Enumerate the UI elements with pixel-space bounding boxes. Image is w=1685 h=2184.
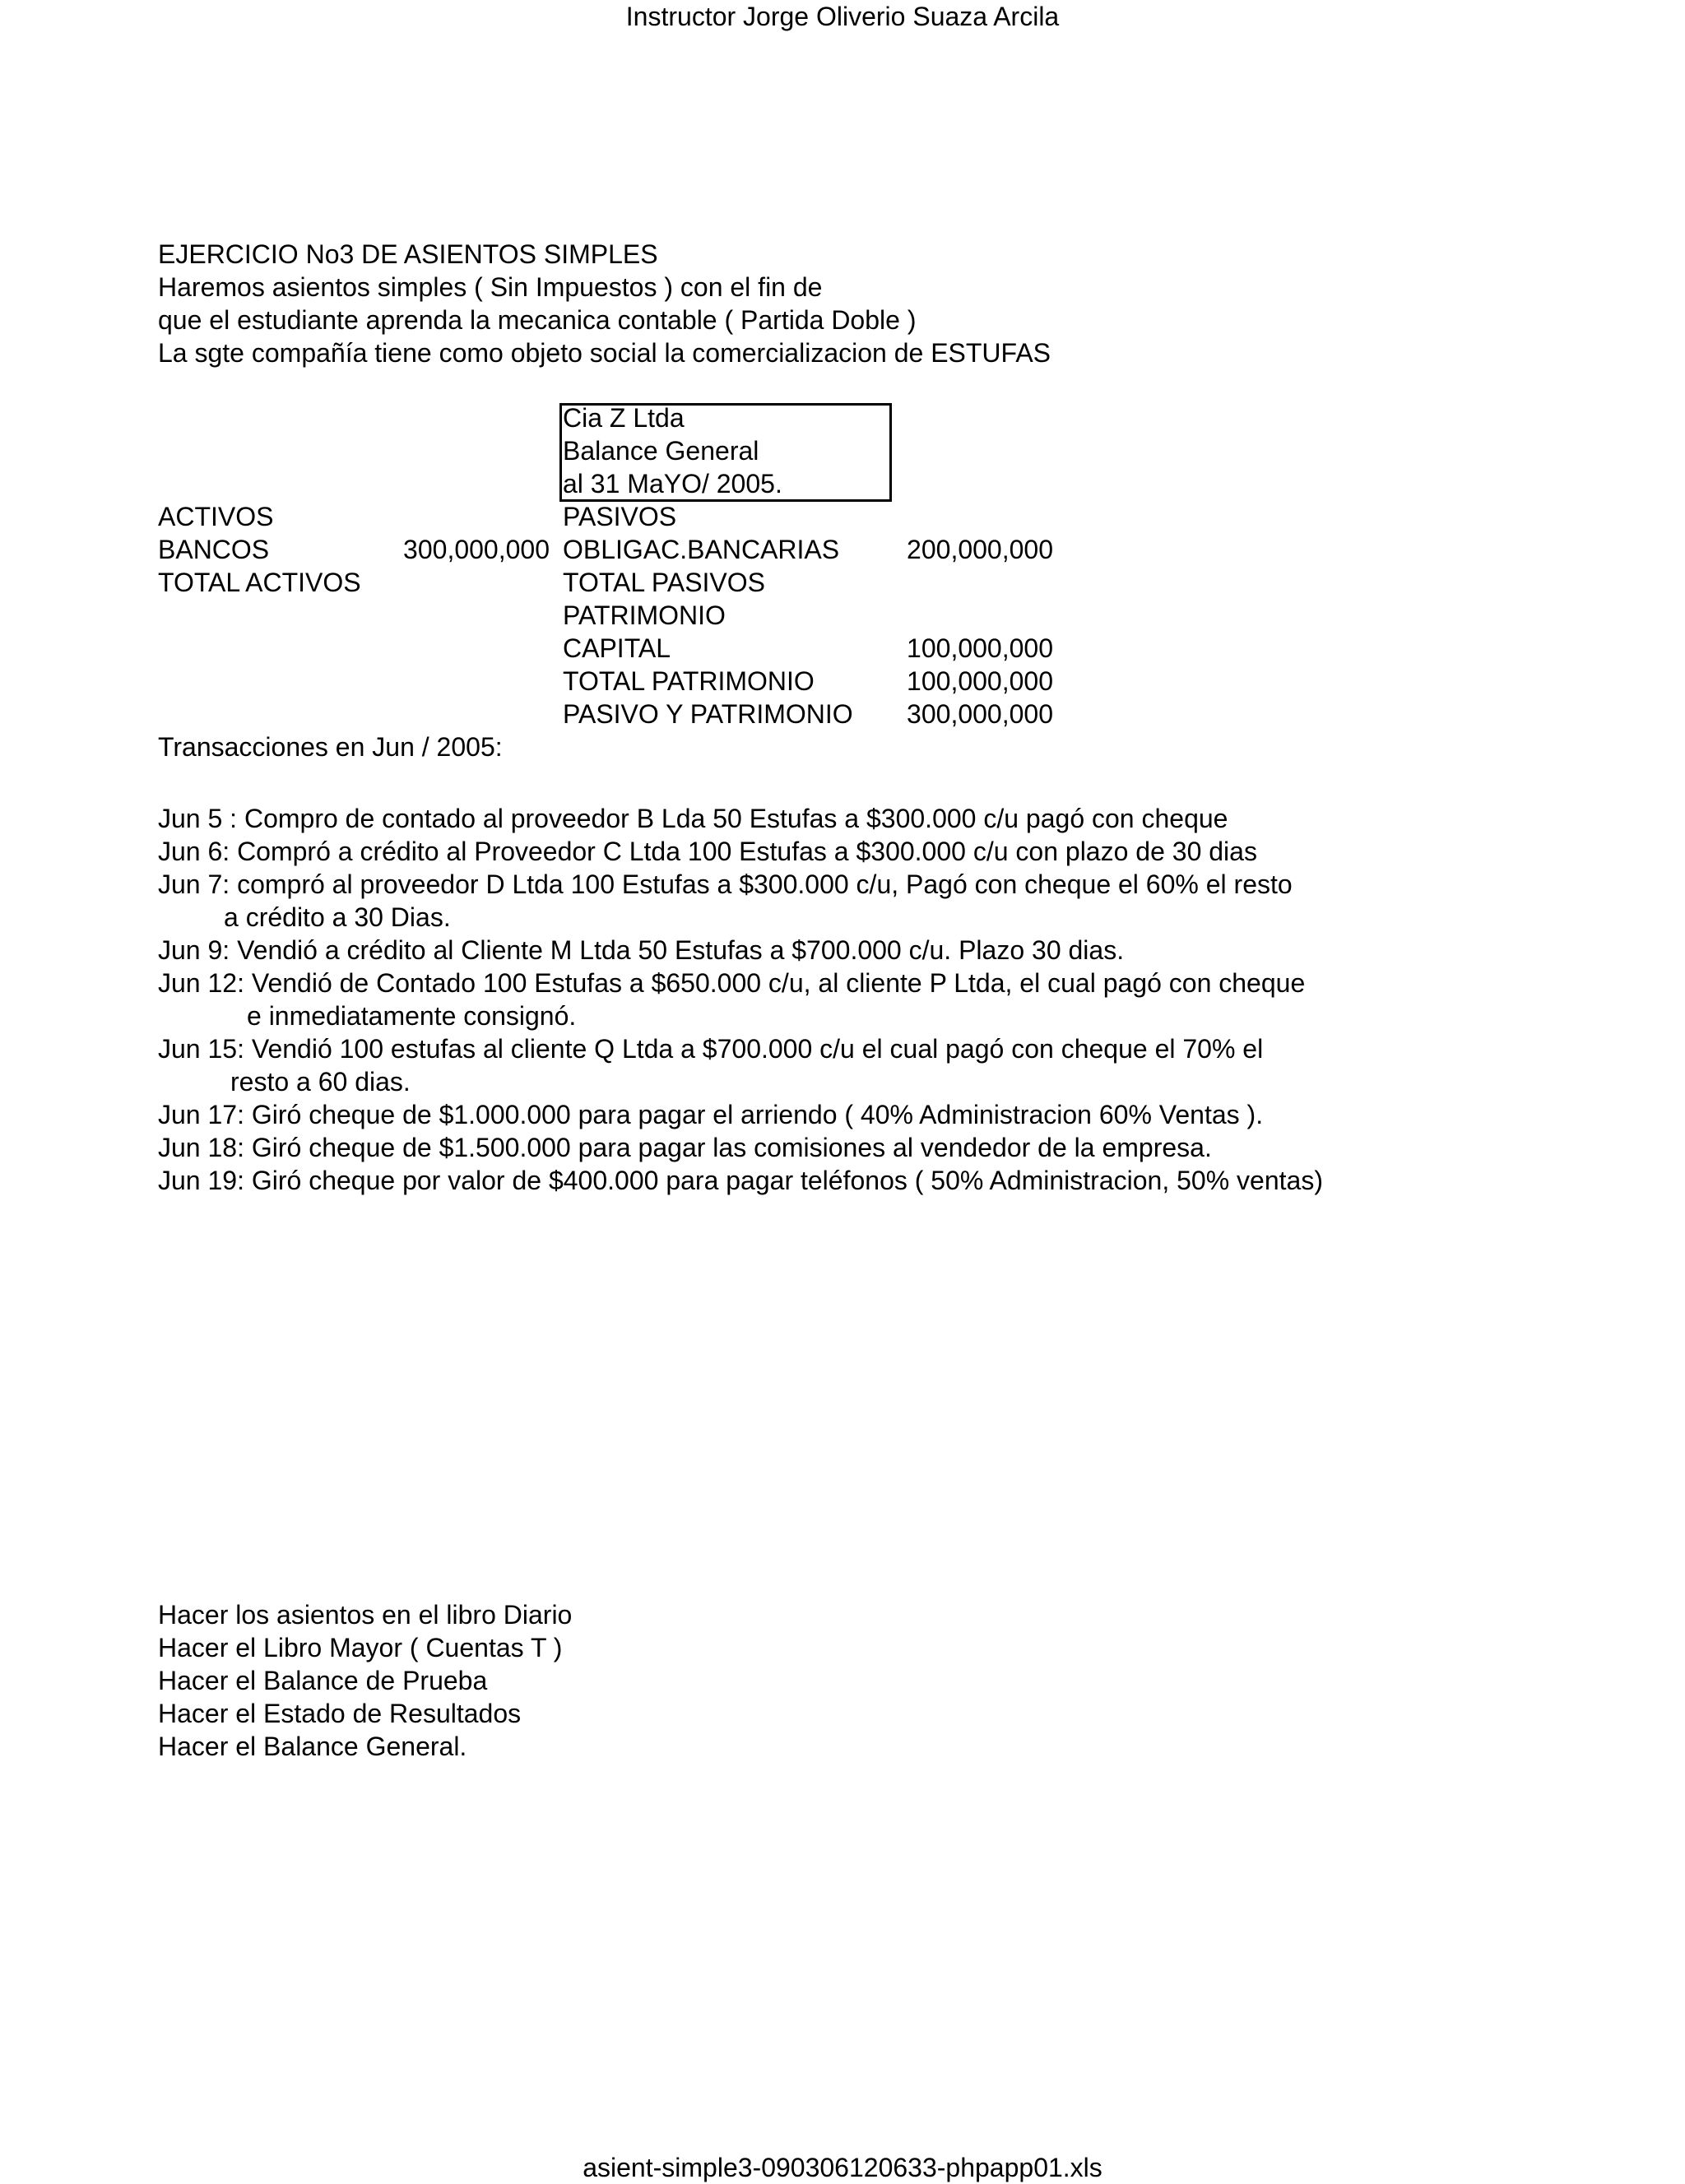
list-item: Jun 9: Vendió a crédito al Cliente M Ltda 50 Estufas a $700.000 c/u. Plazo 30 dias. — [158, 935, 1125, 965]
exercise-title: EJERCICIO No3 DE ASIENTOS SIMPLES — [158, 239, 658, 269]
transactions-heading: Transacciones en Jun / 2005: — [158, 732, 503, 762]
company-name: Cia Z Ltda — [563, 403, 685, 433]
list-item: e inmediatamente consignó. — [247, 1001, 577, 1031]
list-item: Jun 15: Vendió 100 estufas al cliente Q Ltda a $700.000 c/u el cual pagó con cheque el 70% el — [158, 1034, 1264, 1064]
bancos-value: 300,000,000 — [403, 535, 550, 564]
list-item: Jun 18: Giró cheque de $1.500.000 para pagar las comisiones al vendedor de la empresa. — [158, 1133, 1212, 1162]
activos-label: ACTIVOS — [158, 502, 274, 531]
instructor-name: Instructor Jorge Oliverio Suaza Arcila — [625, 2, 1060, 31]
capital-value: 100,000,000 — [907, 633, 1053, 663]
capital-label: CAPITAL — [563, 633, 671, 663]
bancos-label: BANCOS — [158, 535, 270, 564]
intro-line-3: La sgte compañía tiene como objeto social la comercializacion de ESTUFAS — [158, 338, 1051, 368]
list-item: resto a 60 dias. — [230, 1067, 411, 1097]
total-patrimonio-label: TOTAL PATRIMONIO — [563, 666, 815, 696]
list-item: Hacer el Libro Mayor ( Cuentas T ) — [158, 1633, 563, 1662]
obligaciones-value: 200,000,000 — [907, 535, 1053, 564]
patrimonio-label: PATRIMONIO — [563, 600, 726, 630]
obligaciones-label: OBLIGAC.BANCARIAS — [563, 535, 840, 564]
total-activos-label: TOTAL ACTIVOS — [158, 568, 361, 597]
page-header — [0, 0, 1685, 33]
tasks-list — [158, 1598, 572, 1763]
pasivos-label: PASIVOS — [563, 502, 677, 531]
statement-date: al 31 MaYO/ 2005. — [563, 469, 782, 498]
total-pasivos-label: TOTAL PASIVOS — [563, 568, 765, 597]
list-item: Hacer los asientos en el libro Diario — [158, 1600, 573, 1630]
list-item: Jun 17: Giró cheque de $1.000.000 para pagar el arriendo ( 40% Administracion 60% Ventas ). — [158, 1100, 1264, 1129]
list-item: Jun 12: Vendió de Contado 100 Estufas a $650.000 c/u, al cliente P Ltda, el cual pagó con cheque — [158, 968, 1306, 998]
pasivo-patrimonio-value: 300,000,000 — [907, 699, 1053, 729]
file-name: asient-simple3-090306120633-phpapp01.xls — [583, 2153, 1102, 2182]
company-header — [563, 401, 782, 500]
list-item: Jun 7: compró al proveedor D Ltda 100 Estufas a $300.000 c/u, Pagó con cheque el 60% el resto — [158, 869, 1293, 899]
page-footer — [0, 2151, 1685, 2184]
intro-line-2: que el estudiante aprenda la mecanica contable ( Partida Doble ) — [158, 305, 917, 335]
statement-name: Balance General — [563, 436, 759, 466]
total-patrimonio-value: 100,000,000 — [907, 666, 1053, 696]
list-item: a crédito a 30 Dias. — [224, 902, 451, 932]
list-item: Hacer el Balance de Prueba — [158, 1666, 488, 1695]
list-item: Jun 19: Giró cheque por valor de $400.000 para pagar teléfonos ( 50% Administracion, 50% ventas) — [158, 1166, 1323, 1195]
list-item: Hacer el Balance General. — [158, 1732, 467, 1761]
list-item: Jun 5 : Compro de contado al proveedor B Lda 50 Estufas a $300.000 c/u pagó con cheque — [158, 804, 1228, 833]
pasivo-patrimonio-label: PASIVO Y PATRIMONIO — [563, 699, 853, 729]
transactions-list — [158, 802, 1323, 1197]
intro-line-1: Haremos asientos simples ( Sin Impuestos ) con el fin de — [158, 272, 823, 302]
intro-section — [158, 238, 1051, 369]
list-item: Hacer el Estado de Resultados — [158, 1699, 522, 1728]
list-item: Jun 6: Compró a crédito al Proveedor C Ltda 100 Estufas a $300.000 c/u con plazo de 30 dias — [158, 837, 1257, 866]
